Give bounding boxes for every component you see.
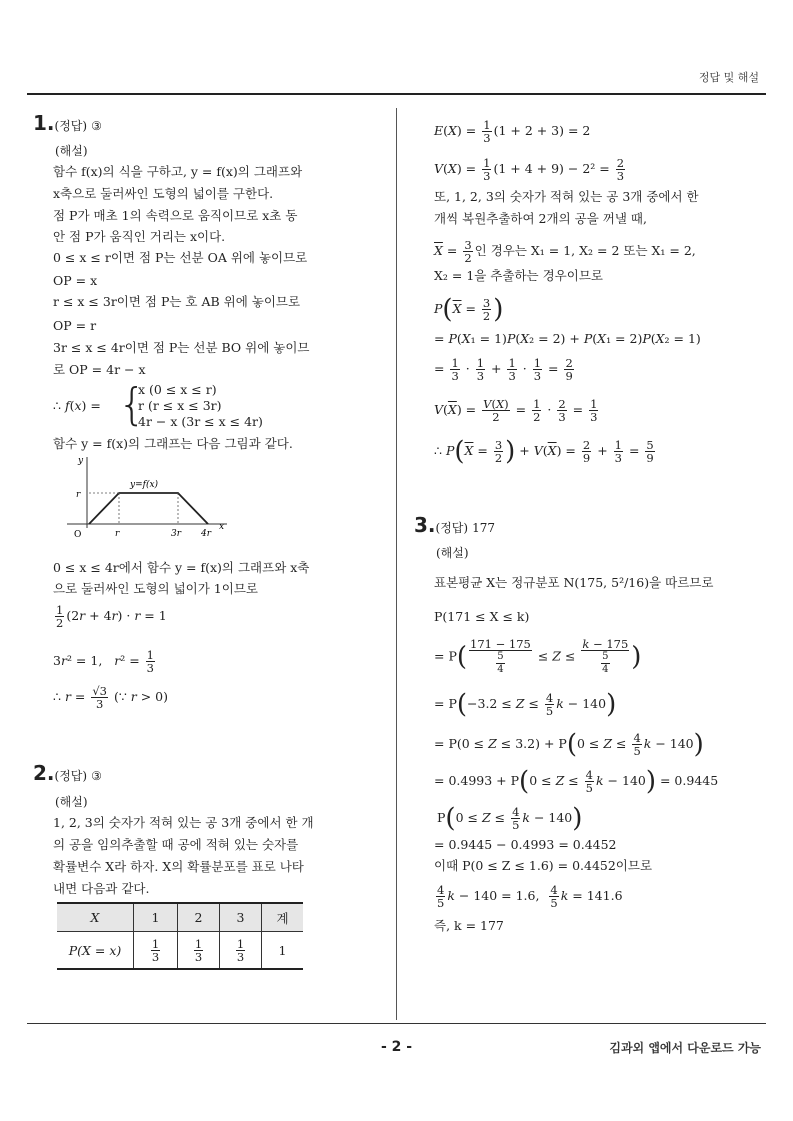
column-divider — [396, 108, 397, 1020]
q3-solution-label: (해설) — [436, 546, 469, 560]
q2-answer: ③ — [91, 769, 102, 783]
q2-condition: $\overline{X}$ = $\frac{3}{2}$ 인 경우는 X₁ = 1, X₂ = 2 또는 X₁ = 2, — [434, 238, 696, 265]
table-header-cell: X — [57, 903, 134, 932]
table-header-cell: 2 — [178, 903, 220, 932]
q1-graph-x-tick: 4r — [201, 529, 212, 539]
q2-heading — [33, 761, 102, 785]
q3-line: 즉, k = 177 — [434, 918, 504, 933]
q2-line: 개씩 복원추출하여 2개의 공을 꺼낼 때, — [434, 211, 647, 226]
q1-line: 3r ≤ x ≤ 4r이면 점 P는 선분 BO 위에 놓이므 — [53, 340, 310, 355]
table-cell: $\frac{1}{3}$ — [220, 932, 262, 970]
q1-graph-x-tick: r — [115, 529, 120, 539]
q2-equation: = $\frac{1}{3}$ · $\frac{1}{3}$ + $\frac{1}{3}$ · $\frac{1}{3}$ = $\frac{2}{9}$ — [434, 356, 573, 383]
table-row — [57, 932, 303, 970]
q1-piecewise-lhs: ∴ f(x) = — [53, 398, 101, 413]
q3-equation: = 0.4993 + P(0 ≤ Z ≤ $\frac{4}{5}$ k − 140) = 0.9445 — [434, 766, 719, 797]
table-header-cell: 3 — [220, 903, 262, 932]
q1-line: x축으로 둘러싸인 도형의 넓이를 구한다. — [53, 186, 274, 201]
q1-line: 점 P가 매초 1의 속력으로 움직이므로 x초 동 — [53, 208, 298, 223]
q2-equation: E(X) = $\frac{1}{3}$ (1 + 2 + 3) = 2 — [434, 118, 591, 145]
q2-line: 내면 다음과 같다. — [53, 881, 150, 896]
q1-graph — [62, 452, 237, 542]
q3-line: P(171 ≤ X ≤ k) — [434, 609, 530, 624]
q1-case: r (r ≤ x ≤ 3r) — [138, 398, 222, 413]
q2-line: 확률변수 X라 하자. X의 확률분포를 표로 나타 — [53, 859, 304, 874]
q1-brace: { — [118, 379, 146, 430]
q1-graph-curve-label: y=f(x) — [130, 480, 159, 490]
q1-heading — [33, 111, 102, 135]
q2-line: X₂ = 1을 추출하는 경우이므로 — [434, 268, 603, 283]
q3-equation: = P(0 ≤ Z ≤ 3.2) + P(0 ≤ Z ≤ $\frac{4}{5}$ k − 140) — [434, 729, 704, 760]
q3-equation: $\frac{4}{5}$ k − 140 = 1.6, $\frac{4}{5}$ k = 141.6 — [437, 883, 623, 910]
section-header: 정답 및 해설 — [698, 71, 759, 84]
q1-equation: 3r² = 1, r² = $\frac{1}{3}$ — [53, 648, 154, 675]
q3-equation: = P( $\frac{171 - 175}{\frac{5}{4}}$ ≤ Z ≤ $\frac{k - 175}{\frac{5}{4}}$ ) — [434, 637, 642, 675]
q2-equation: ∴ $P(\overline{X}$ = $\frac{3}{2}$ ) + $V(\overline{X})$ = $\frac{2}{9}$ + $\frac{1}{3}$ = $\frac{5}{9}$ — [434, 436, 654, 467]
q1-graph-x-label: x — [219, 522, 225, 532]
q1-line: 함수 y = f(x)의 그래프는 다음 그림과 같다. — [53, 436, 293, 451]
q1-graph-y-tick: r — [76, 490, 81, 500]
q2-number: 2. — [33, 761, 55, 785]
q2-answer-label: (정답) — [54, 769, 88, 783]
q3-heading — [414, 513, 495, 537]
q2-equation: V(X) = $\frac{1}{3}$ (1 + 4 + 9) − 2² = $\frac{2}{3}$ — [434, 156, 625, 183]
header-rule — [27, 93, 766, 95]
q3-line: 이때 P(0 ≤ Z ≤ 1.6) = 0.4452이므로 — [434, 858, 653, 873]
table-header-cell: 1 — [134, 903, 178, 932]
q1-line: 으로 둘러싸인 도형의 넓이가 1이므로 — [53, 581, 258, 596]
q1-line: 함수 f(x)의 식을 구하고, y = f(x)의 그래프와 — [53, 164, 303, 179]
q2-line: 의 공을 임의추출할 때 공에 적혀 있는 숫자를 — [53, 837, 299, 852]
q2-probability-table — [57, 902, 303, 970]
table-header-cell: 계 — [262, 903, 304, 932]
q3-equation: = P(−3.2 ≤ Z ≤ $\frac{4}{5}$ k − 140) — [434, 689, 617, 720]
q1-line: 0 ≤ x ≤ 4r에서 함수 y = f(x)의 그래프와 x축 — [53, 560, 310, 575]
page-number: - 2 - — [380, 1039, 413, 1055]
q2-line: 인 경우는 X₁ = 1, X₂ = 2 또는 X₁ = 2, — [474, 243, 696, 258]
download-note: 김과외 앱에서 다운로드 가능 — [609, 1041, 761, 1055]
table-cell: $\frac{1}{3}$ — [178, 932, 220, 970]
q1-line: 안 점 P가 움직인 거리는 x이다. — [53, 229, 226, 244]
q2-equation: = P(X₁ = 1)P(X₂ = 2) + P(X₁ = 2)P(X₂ = 1) — [434, 331, 701, 346]
table-row — [57, 903, 303, 932]
table-cell: 1 — [262, 932, 304, 970]
q3-equation: P(0 ≤ Z ≤ $\frac{4}{5}$ k − 140) — [437, 803, 583, 834]
q2-line: 1, 2, 3의 숫자가 적혀 있는 공 3개 중에서 한 개 — [53, 815, 314, 830]
q1-line: 로 OP = 4r − x — [53, 362, 146, 377]
q1-solution-label: (해설) — [55, 144, 88, 158]
q1-graph-curve — [89, 493, 208, 524]
q1-number: 1. — [33, 111, 55, 135]
q2-equation: $P(\overline{X}$ = $\frac{3}{2}$ ) — [434, 294, 504, 325]
q3-number: 3. — [414, 513, 436, 537]
q1-line: 0 ≤ x ≤ r이면 점 P는 선분 OA 위에 놓이므로 — [53, 250, 308, 265]
q1-case: 4r − x (3r ≤ x ≤ 4r) — [138, 414, 263, 429]
q3-line: 표본평균 X는 정규분포 N(175, 5²/16)을 따르므로 — [434, 575, 714, 590]
q3-answer: 177 — [472, 521, 495, 535]
q3-answer-label: (정답) — [435, 521, 469, 535]
q1-equation: ∴ r = $\frac{√3}{3}$ (∵ r > 0) — [53, 684, 169, 711]
q1-case: x (0 ≤ x ≤ r) — [138, 382, 217, 397]
q1-line: r ≤ x ≤ 3r이면 점 P는 호 AB 위에 놓이므로 — [53, 294, 301, 309]
q1-graph-y-label: y — [78, 456, 84, 466]
q1-graph-x-tick: 3r — [171, 529, 182, 539]
q2-line: 또, 1, 2, 3의 숫자가 적혀 있는 공 3개 중에서 한 — [434, 189, 699, 204]
q1-answer: ③ — [91, 119, 102, 133]
q1-line: OP = r — [53, 318, 97, 333]
q1-line: OP = x — [53, 273, 98, 288]
footer-rule — [27, 1023, 766, 1024]
q2-solution-label: (해설) — [55, 795, 88, 809]
q1-graph-origin: O — [74, 530, 82, 540]
q2-equation: $V(\overline{X})$ = $\frac{V(X)}{2}$ = $\frac{1}{2}$ · $\frac{2}{3}$ = $\frac{1}{3}$ — [434, 397, 598, 424]
q1-answer-label: (정답) — [54, 119, 88, 133]
q3-line: = 0.9445 − 0.4993 = 0.4452 — [434, 837, 617, 852]
table-cell: $\frac{1}{3}$ — [134, 932, 178, 970]
q1-equation: $\frac{1}{2}$ (2r + 4r) · r = 1 — [56, 603, 167, 630]
table-row-label: P(X = x) — [57, 932, 134, 970]
